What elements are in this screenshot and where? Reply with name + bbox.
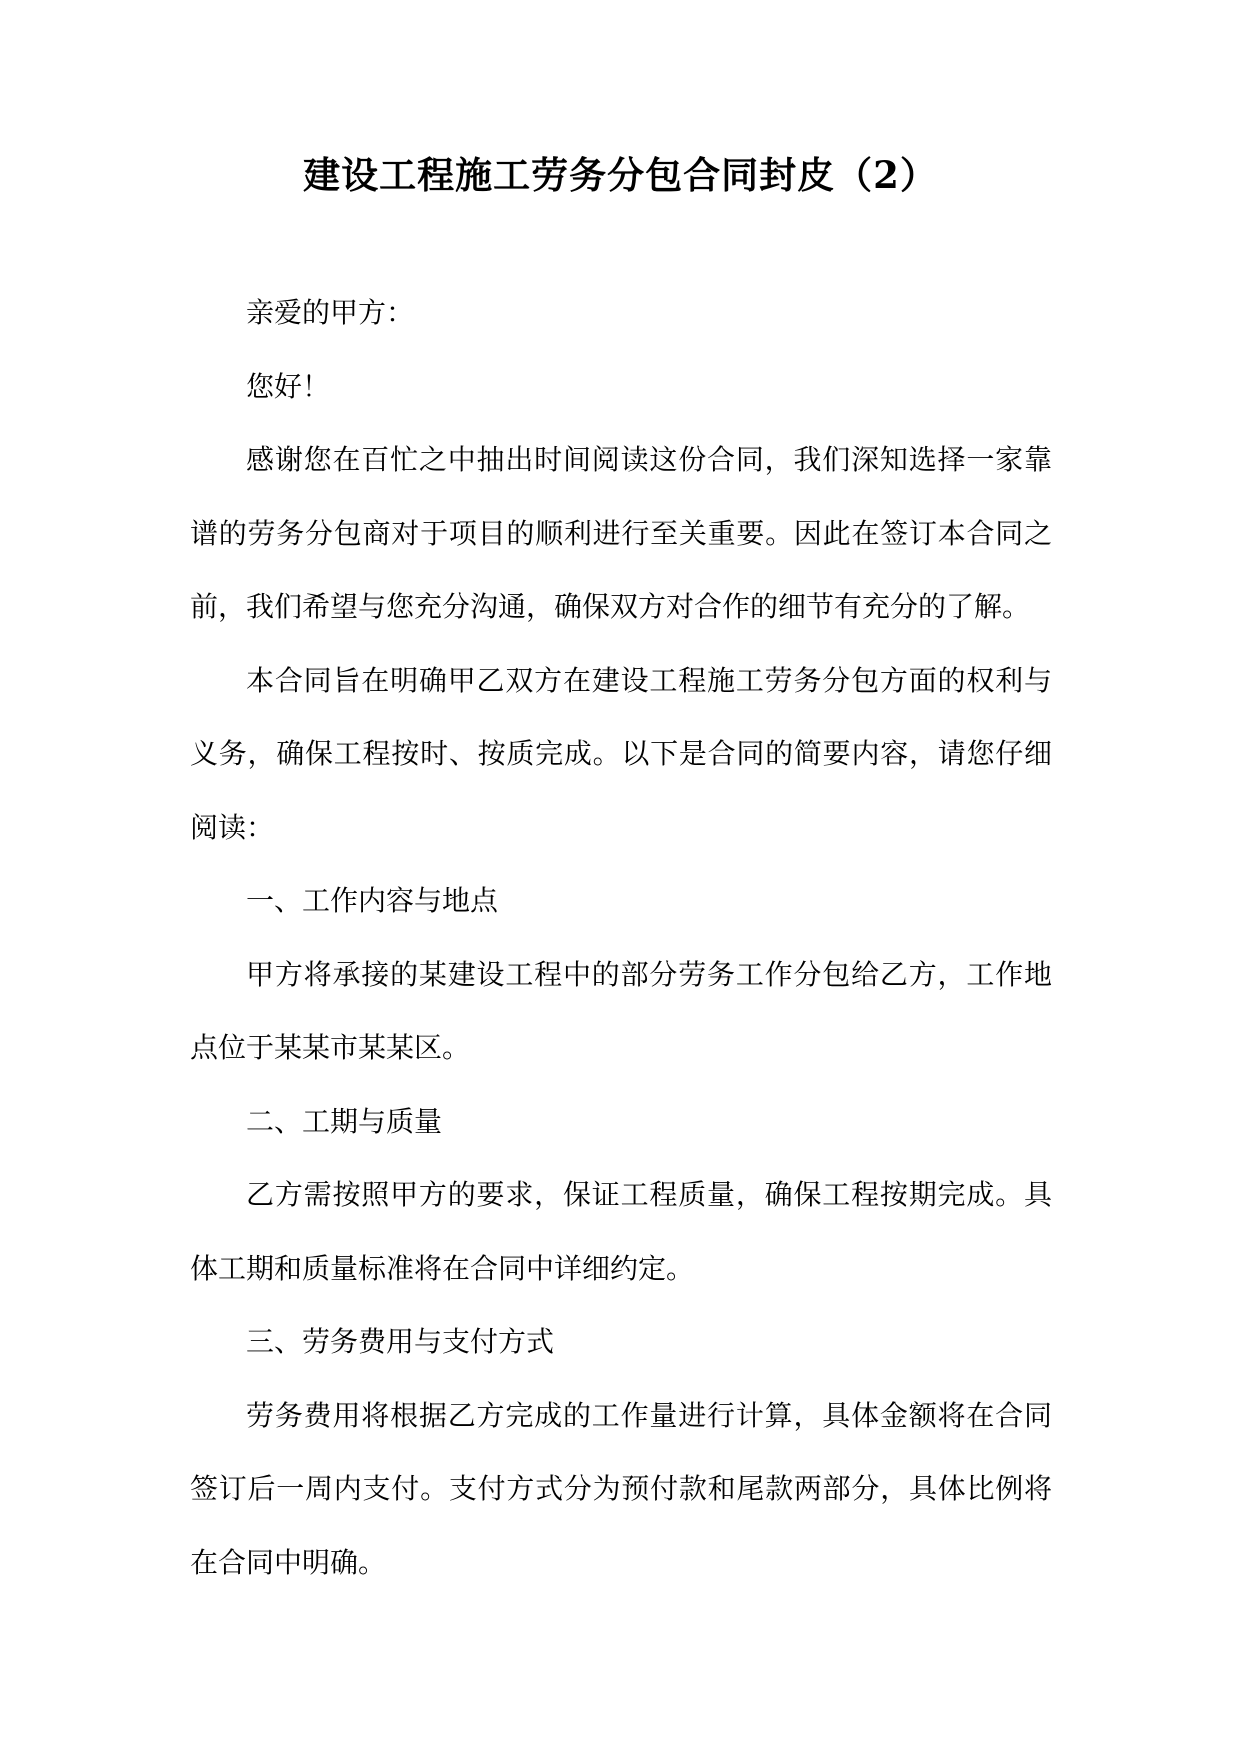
intro-paragraph: 感谢您在百忙之中抽出时间阅读这份合同，我们深知选择一家靠谱的劳务分包商对于项目的顺利进行至关重要。因此在签订本合同之前，我们希望与您充分沟通，确保双方对合作的细节有充分的了解。	[190, 443, 1052, 623]
fees-payment-paragraph: 劳务费用将根据乙方完成的工作量进行计算，具体金额将在合同签订后一周内支付。支付方式分为预付款和尾款两部分，具体比例将在合同中明确。	[190, 1398, 1052, 1579]
greeting-hello: 您好！	[246, 369, 331, 403]
section-heading-fees-payment: 三、劳务费用与支付方式	[246, 1325, 555, 1358]
purpose-paragraph: 本合同旨在明确甲乙双方在建设工程施工劳务分包方面的权利与义务，确保工程按时、按质完成。以下是合同的简要内容，请您仔细阅读：	[190, 663, 1052, 844]
section-heading-schedule-quality: 二、工期与质量	[246, 1104, 443, 1138]
section-heading-work-content: 一、工作内容与地点	[246, 884, 499, 917]
work-content-paragraph: 甲方将承接的某建设工程中的部分劳务工作分包给乙方，工作地点位于某某市某某区。	[190, 957, 1052, 1064]
document-title: 建设工程施工劳务分包合同封皮（2）	[303, 153, 938, 197]
document-body	[190, 276, 1052, 1599]
greeting-salutation: 亲爱的甲方：	[246, 296, 415, 329]
schedule-quality-paragraph: 乙方需按照甲方的要求，保证工程质量，确保工程按期完成。具体工期和质量标准将在合同中详细约定。	[190, 1178, 1052, 1285]
